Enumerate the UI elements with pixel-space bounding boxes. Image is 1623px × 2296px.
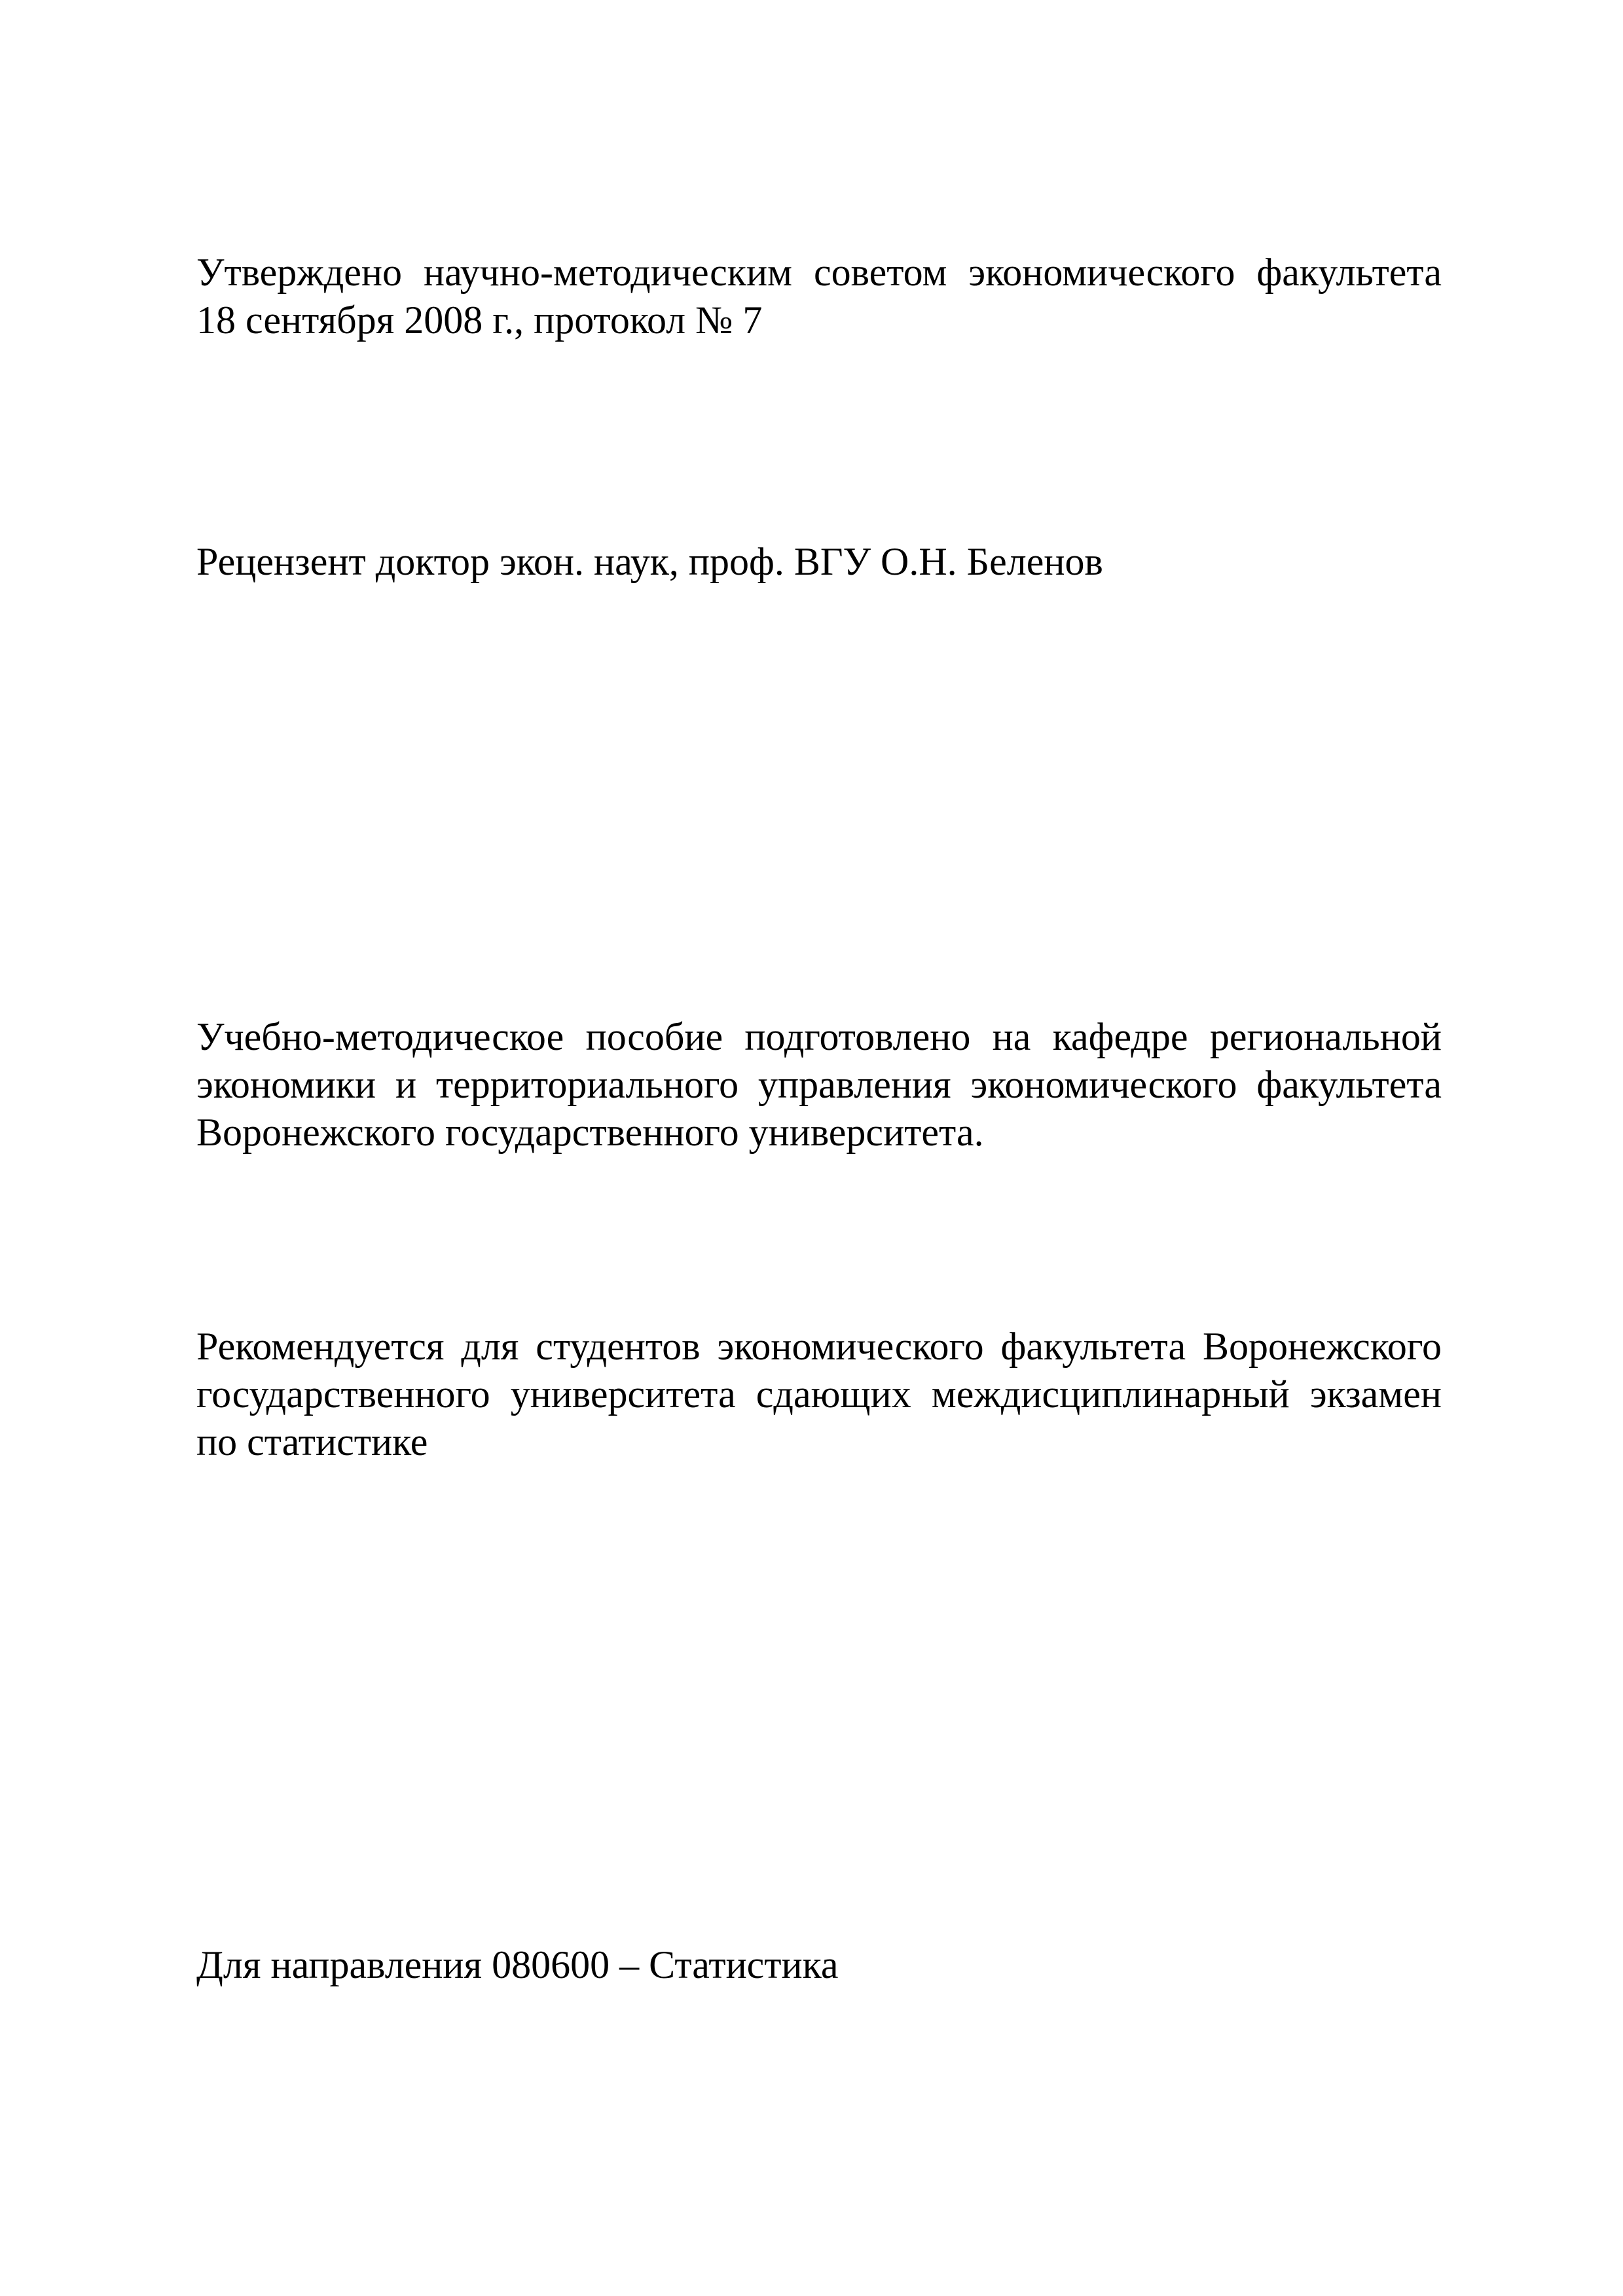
recommended-note: Рекомендуется для студентов экономического факультета Воронежского государственного университета сдающих междисциплинарный экзамен по статистике bbox=[196, 1325, 1442, 1463]
prepared-note: Учебно-методическое пособие подготовлено на кафедре региональной экономики и территориального управления экономического факультета Воронежского государственного университета. bbox=[196, 1015, 1442, 1154]
direction-note: Для направления 080600 – Статистика bbox=[196, 1943, 839, 1986]
reviewer-note: Рецензент доктор экон. наук, проф. ВГУ О.Н. Беленов bbox=[196, 540, 1103, 583]
approval-note: Утверждено научно-методическим советом экономического факультета 18 сентября 2008 г., протокол № 7 bbox=[196, 251, 1442, 342]
